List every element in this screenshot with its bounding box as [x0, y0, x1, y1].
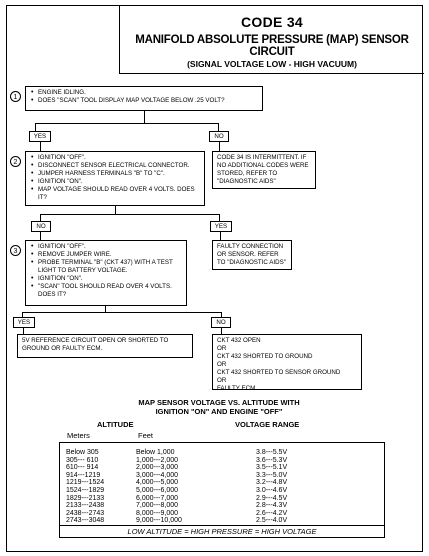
result-reference-circuit: 5V REFERENCE CIRCUIT OPEN OR SHORTED TO GROUND OR FAULTY ECM. [17, 334, 193, 358]
connector-line [40, 142, 41, 151]
table-cell-feet: Below 1,000 [136, 449, 175, 456]
table-title [47, 398, 391, 416]
table-cell-feet: 1,000---2,000 [136, 456, 179, 464]
connector-line [219, 142, 220, 151]
connector-line [35, 123, 218, 124]
step-2-box [25, 151, 205, 206]
connector-line [115, 206, 116, 214]
table-cell-meters: 1829---2133 [66, 494, 105, 502]
table-cell-feet: 7,000---8,000 [136, 502, 179, 510]
connector-line [35, 123, 36, 131]
step-3-item: • "SCAN" TOOL SHOULD READ OVER 4 VOLTS. DOES IT? [38, 283, 182, 299]
table-cell-meters: 2133---2438 [66, 502, 105, 510]
step-1-item: • ENGINE IDLING. [38, 89, 258, 97]
table-cell-meters: 1524---1829 [66, 487, 105, 494]
result-faulty-connection: FAULTY CONNECTION OR SENSOR. REFER TO "DIAGNOSTIC AIDS" [212, 240, 292, 270]
table-cell-voltage: 3.0---4.6V [256, 487, 288, 494]
chart-subtitle: (SIGNAL VOLTAGE LOW - HIGH VACUUM) [187, 59, 357, 69]
step-3-number: 3 [10, 245, 21, 256]
table-cell-meters: Below 305 [66, 449, 99, 456]
result-ckt432-line: FAULTY ECM. [217, 385, 257, 392]
table-cell-meters: 2438---2743 [66, 509, 105, 517]
connector-line [40, 232, 41, 240]
step-2-item: • MAP VOLTAGE SHOULD READ OVER 4 VOLTS. DOES IT? [38, 186, 200, 202]
table-cell-feet: 5,000---6,000 [136, 487, 179, 494]
connector-line [219, 214, 220, 221]
step-1-number: 1 [10, 91, 21, 102]
table-cell-feet: 4,000---5,000 [136, 479, 179, 487]
step-3-item: • REMOVE JUMPER WIRE. [38, 251, 182, 259]
table-cell-voltage: 3.6---5.3V [256, 456, 288, 464]
result-ckt432-line: CKT 432 SHORTED TO SENSOR GROUND [217, 369, 341, 376]
yes-label: YES [29, 131, 51, 142]
code-number: CODE 34 [240, 14, 303, 30]
step-1-box [25, 86, 263, 111]
table-cell-voltage: 2.5---4.0V [256, 517, 288, 525]
step-1-item: • DOES "SCAN" TOOL DISPLAY MAP VOLTAGE BELOW .25 VOLT? [38, 97, 258, 105]
yes-label: YES [13, 317, 35, 328]
table-cell-meters: 1219---1524 [66, 479, 105, 487]
feet-header: Feet [138, 431, 154, 440]
step-3-item: • PROBE TERMINAL "B" (CKT 437) WITH A TEST LIGHT TO BATTERY VOLTAGE. [38, 259, 182, 275]
voltage-table [59, 442, 385, 526]
table-cell-voltage: 2.6---4.2V [256, 509, 288, 517]
step-3-box [25, 240, 187, 306]
no-label: NO [209, 131, 229, 142]
table-cell-meters: 610--- 914 [66, 464, 99, 472]
result-ckt432-line: OR [217, 345, 227, 352]
result-ckt432-line: CKT 432 OPEN [217, 337, 261, 344]
no-label: NO [211, 317, 231, 328]
step-2-item: • JUMPER HARNESS TERMINALS "B" TO "C". [38, 170, 200, 178]
result-intermittent: CODE 34 IS INTERMITTENT. IF NO ADDITIONAL CODES WERE STORED, REFER TO "DIAGNOSTIC AIDS" [212, 151, 316, 189]
connector-line [40, 214, 220, 215]
step-2-number: 2 [10, 156, 21, 167]
step-3-item: • IGNITION "ON". [38, 275, 182, 283]
table-cell-voltage: 3.3---5.0V [256, 471, 288, 479]
step-2-item: • IGNITION "OFF". [38, 154, 200, 162]
chart-title: MANIFOLD ABSOLUTE PRESSURE (MAP) SENSOR CIRCUIT [135, 34, 409, 58]
connector-line [144, 111, 145, 123]
table-cell-voltage: 3.2---4.8V [256, 479, 288, 487]
connector-line [22, 312, 222, 313]
table-cell-feet: 6,000---7,000 [136, 494, 179, 502]
diagnostic-chart-page [6, 5, 423, 552]
table-cell-voltage: 3.5---5.1V [256, 464, 288, 472]
table-title-line: IGNITION "ON" AND ENGINE "OFF" [155, 407, 283, 416]
result-ckt432-line: OR [217, 377, 227, 384]
result-ckt432 [212, 334, 362, 390]
table-cell-meters: 914---1219 [66, 471, 101, 479]
connector-line [40, 214, 41, 221]
table-cell-voltage: 2.9---4.5V [256, 494, 288, 502]
connector-line [218, 123, 219, 131]
table-cell-feet: 3,000---4,000 [136, 471, 179, 479]
yes-label: YES [210, 221, 232, 232]
table-cell-voltage: 3.8---5.5V [256, 449, 288, 456]
table-cell-meters: 305--- 610 [66, 456, 99, 464]
voltage-header: VOLTAGE RANGE [235, 420, 300, 429]
title-block [119, 6, 424, 74]
result-ckt432-line: CKT 432 SHORTED TO GROUND [217, 353, 313, 360]
table-title-line: MAP SENSOR VOLTAGE VS. ALTITUDE WITH [138, 398, 300, 407]
step-2-item: • IGNITION "ON". [38, 178, 200, 186]
table-cell-feet: 8,000---9,000 [136, 509, 179, 517]
table-cell-feet: 9,000---10,000 [136, 517, 182, 525]
table-cell-meters: 2743---3048 [66, 517, 105, 525]
table-footer: LOW ALTITUDE = HIGH PRESSURE = HIGH VOLTAGE [59, 526, 385, 538]
altitude-header: ALTITUDE [97, 420, 134, 429]
table-cell-feet: 2,000---3,000 [136, 464, 179, 472]
meters-header: Meters [67, 431, 90, 440]
result-ckt432-line: OR [217, 361, 227, 368]
step-3-item: • IGNITION "OFF". [38, 243, 182, 251]
connector-line [220, 232, 221, 240]
no-label: NO [31, 221, 51, 232]
table-cell-voltage: 2.8---4.3V [256, 502, 288, 510]
step-2-item: • DISCONNECT SENSOR ELECTRICAL CONNECTOR. [38, 162, 200, 170]
